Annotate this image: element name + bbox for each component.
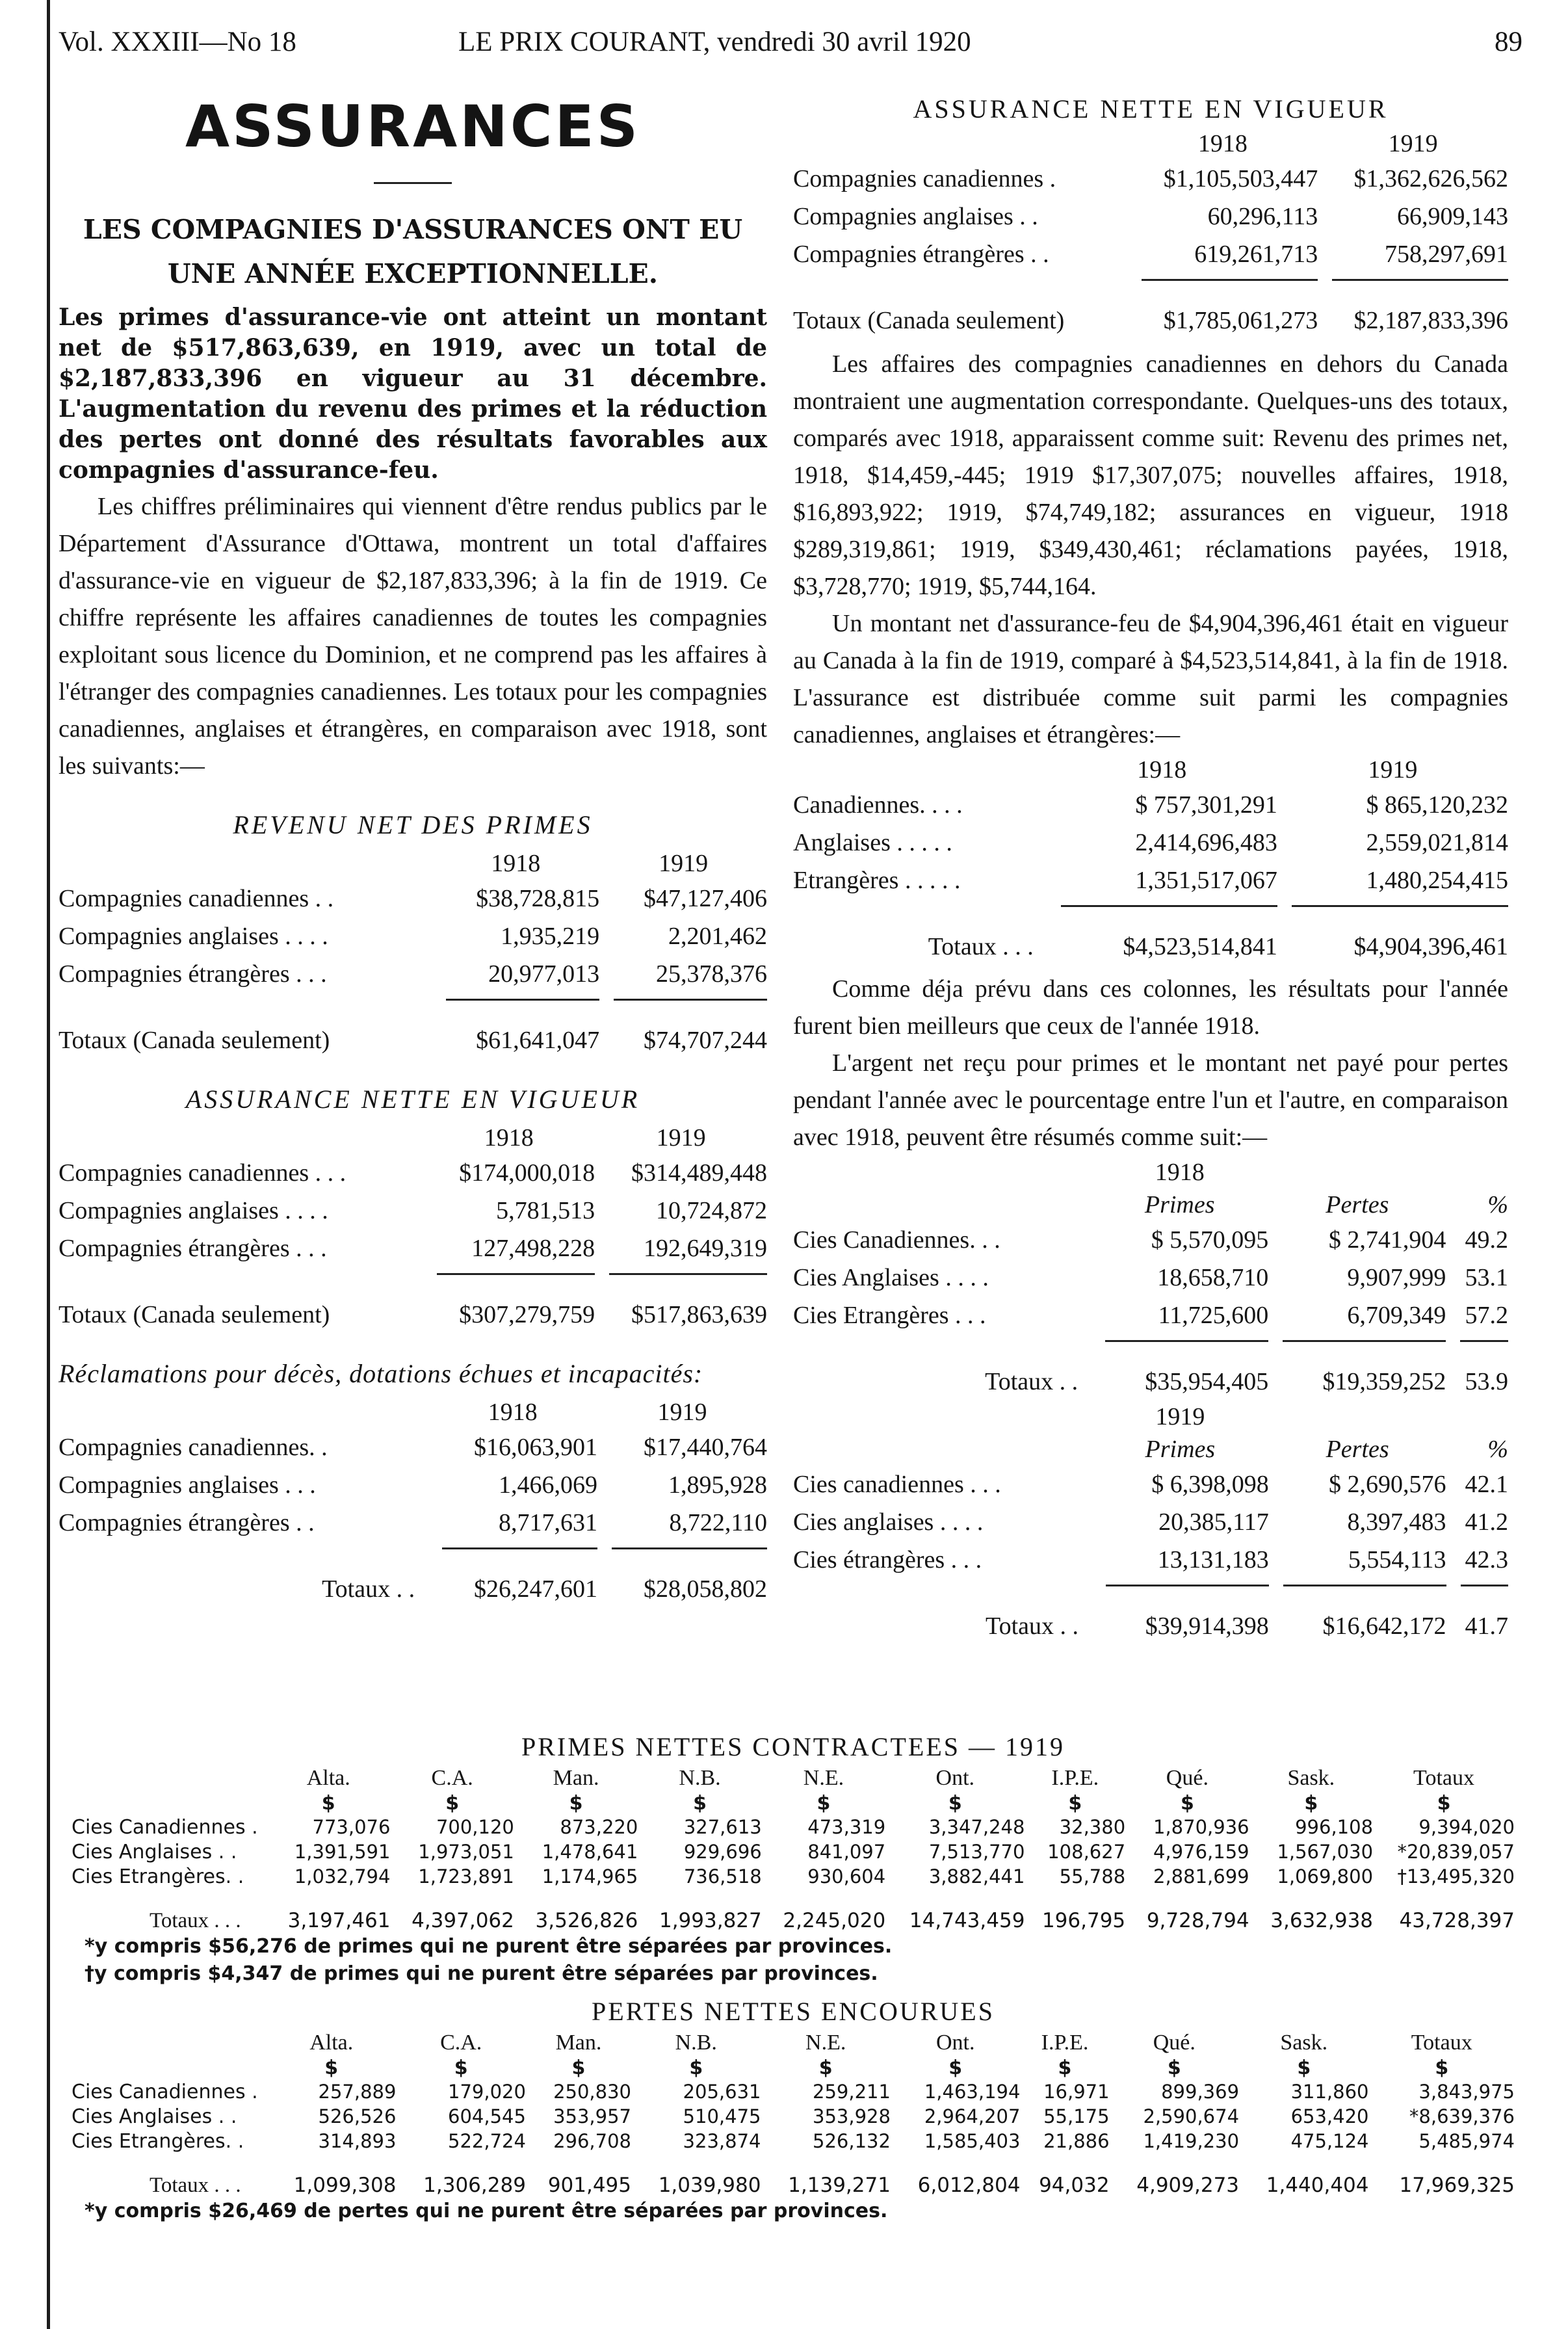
table-row: Compagnies canadiennes . $1,105,503,447 $1,362,626,562: [793, 165, 1508, 192]
totals-row: Totaux . . . $4,523,514,841 $4,904,396,461: [928, 933, 1508, 960]
body-paragraph: Un montant net d'assurance-feu de $4,904,396,461 était en vigueur au Canada à la fin de 1919, comparé à $4,523,514,841, à la fin de 1918. L'assurance est distribuée comme suit parmi les compagnies canadiennes, anglaises et étrangères:—: [793, 610, 1508, 748]
totals-row: Totaux (Canada seulement) $1,785,061,273 $2,187,833,396: [793, 307, 1508, 334]
table-title-pertes-nettes: PERTES NETTES ENCOURUES: [592, 1997, 995, 2026]
year-col: 1919: [1388, 130, 1438, 157]
table-row: Compagnies étrangères . . . 127,498,228 192,649,319: [59, 1235, 767, 1262]
table-assurance-feu: [793, 754, 1508, 966]
year-col: 1919: [1368, 756, 1418, 783]
table-row: Compagnies canadiennes . . . $174,000,018 $314,489,448: [59, 1159, 767, 1187]
table-row: Compagnies anglaises . . 60,296,113 66,909,143: [793, 203, 1508, 230]
table-row: Canadiennes. . . . $ 757,301,291 $ 865,120,232: [793, 791, 1508, 819]
table-row: Cies Etrangères. . 1,032,794 1,723,891 1,174,965 736,518 930,604 3,882,441 55,788 2,881,699 1,069,800 †13,495,320: [72, 1865, 1515, 1888]
table-primes-provinces: Alta. C.A. Man. N.B. N.E. Ont. I.P.E. Qué. Sask. Totaux $ $ $ $ $ $ $ $ $ $ Cies Canadiennes . 773,076 700,120 873,220 327,613 473,319 3,347,248 32,380 1,870,936 996,108 9,394,020 Cies Anglaises . . 1,391,591 1,973,051 1,478,641 929,696 841,097 7,513,770 108,627 4,976,159 1,567,030 *20,839,057 Cies Etrangères. . 1,032,794 1,723,891 1,174,965 736,518 930,604 3,882,441 55,788 2,881,699 1,069,800 †13,495,320 Totaux . . . 3,197,461 4,397,062 3,526,826 1,993,827 2,245,020 14,743,459 196,795 9,728,794 3,632,938 43,728,397: [72, 1766, 1515, 1932]
table-row: Cies Anglaises . . 526,526 604,545 353,957 510,475 353,928 2,964,207 55,175 2,590,674 653,420 *8,639,376: [72, 2105, 1515, 2128]
table-row: Cies Anglaises . . . . 18,658,710 9,907,999 53.1: [793, 1264, 1508, 1291]
table-primes-pertes-1919: 1919 Primes Pertes % Cies canadiennes . . . $ 6,398,098 $ 2,690,576 42.1 Cies anglaises . . . . 20,385,117 8,397,483 41.2 Cies étrangères . . . 13,131,183 5,554,113 42.3 Totaux . . $39,914,398 $16,642,172 41.7: [793, 1401, 1508, 1645]
totals-row: Totaux . . $35,954,405 $19,359,252 53.9: [985, 1368, 1508, 1395]
table-row: Cies étrangères . . . 13,131,183 5,554,113 42.3: [793, 1546, 1508, 1573]
footnote: *y compris $56,276 de primes qui ne purent être séparées par provinces.: [85, 1935, 893, 1958]
table-title-primes-nettes: PRIMES NETTES CONTRACTEES — 1919: [521, 1732, 1065, 1761]
year-caption: 1919: [1155, 1403, 1205, 1430]
year-col: 1919: [657, 1399, 707, 1426]
table-row: Cies Canadiennes . 773,076 700,120 873,220 327,613 473,319 3,347,248 32,380 1,870,936 996,108 9,394,020: [72, 1815, 1515, 1839]
table-row: Cies Canadiennes. . . $ 5,570,095 $ 2,741,904 49.2: [793, 1226, 1508, 1254]
table-row: Compagnies étrangères . . 8,717,631 8,722,110: [59, 1509, 767, 1536]
section-heading: ASSURANCES: [185, 93, 640, 160]
table-reclamations: [59, 1396, 767, 1608]
year-col: 1918: [491, 850, 541, 877]
table-title-assurance-nette: ASSURANCE NETTE EN VIGUEUR: [913, 94, 1389, 124]
table-primes-pertes-1918: 1918 Primes Pertes % Cies Canadiennes. . . $ 5,570,095 $ 2,741,904 49.2 Cies Anglaises . . . . 18,658,710 9,907,999 53.1 Cies Etrangères . . . 11,725,600 6,709,349 57.2 Totaux . . $35,954,405 $19,359,252 53.9: [793, 1156, 1508, 1401]
headline-line-1: LES COMPAGNIES D'ASSURANCES ONT EU: [83, 214, 743, 245]
table-pertes-provinces: Alta. C.A. Man. N.B. N.E. Ont. I.P.E. Qué. Sask. Totaux $ $ $ $ $ $ $ $ $ $ Cies Canadiennes . 257,889 179,020 250,830 205,631 259,211 1,463,194 16,971 899,369 311,860 3,843,975 Cies Anglaises . . 526,526 604,545 353,957 510,475 353,928 2,964,207 55,175 2,590,674 653,420 *8,639,376 Cies Etrangères. . 314,893 522,724 296,708 323,874 526,132 1,585,403 21,886 1,419,230 475,124 5,485,974 Totaux . . . 1,099,308 1,306,289 901,495 1,039,980 1,139,271 6,012,804 94,032 4,909,273 1,440,404 17,969,325: [72, 2031, 1515, 2197]
page-edge-rule: [47, 0, 50, 2329]
page-header: [59, 20, 1522, 72]
volume-number: Vol. XXXIII—No 18: [59, 27, 296, 57]
publication-title: LE PRIX COURANT, vendredi 30 avril 1920: [458, 27, 971, 57]
table-row: Compagnies étrangères . . . 20,977,013 25,378,376: [59, 960, 767, 988]
table-title-assurance: ASSURANCE NETTE EN VIGUEUR: [185, 1085, 640, 1114]
left-column: [59, 91, 767, 1608]
table-row: Compagnies étrangères . . 619,261,713 758,297,691: [793, 241, 1508, 268]
table-row: Cies Anglaises . . 1,391,591 1,973,051 1,478,641 929,696 841,097 7,513,770 108,627 4,976,159 1,567,030 *20,839,057: [72, 1840, 1515, 1863]
year-col: 1919: [659, 850, 709, 877]
table-assurance-nette-total: [793, 127, 1508, 339]
table-row: Cies anglaises . . . . 20,385,117 8,397,483 41.2: [793, 1508, 1508, 1536]
provincial-tables: [72, 1730, 1515, 2225]
totals-row: Totaux . . $26,247,601 $28,058,802: [322, 1575, 767, 1603]
table-row: Compagnies canadiennes. . $16,063,901 $17,440,764: [59, 1434, 767, 1461]
body-paragraph: Comme déja prévu dans ces colonnes, les résultats pour l'année furent bien meilleurs que ceux de l'année 1918.: [793, 975, 1508, 1040]
totals-row: Totaux (Canada seulement) $61,641,047 $74,707,244: [59, 1027, 767, 1054]
table-row: Cies canadiennes . . . $ 6,398,098 $ 2,690,576 42.1: [793, 1471, 1508, 1498]
table-revenu-net: [59, 847, 767, 1059]
body-paragraph: Les affaires des compagnies canadiennes en dehors du Canada montraient une augmentation correspondante. Quelques-uns des totaux, comparés avec 1918, apparaissent comme suit: Revenu des primes net, 1918, $14,459,-445; 1919 $17,307,075; nouvelles affaires, 1918, $16,893,922; 1919, $74,749,182; assurances en vigueur, 1918 $289,319,861; 1919, $349,430,461; réclamations payées, 1918, $3,728,770; 1919, $5,744,164.: [793, 350, 1508, 600]
table-row: Compagnies anglaises . . . 1,466,069 1,895,928: [59, 1471, 767, 1499]
totals-row: Totaux (Canada seulement) $307,279,759 $517,863,639: [59, 1301, 767, 1328]
headline-line-2: UNE ANNÉE EXCEPTIONNELLE.: [167, 258, 659, 289]
table-row: Compagnies anglaises . . . . 5,781,513 10,724,872: [59, 1197, 767, 1224]
year-caption: 1918: [1155, 1159, 1205, 1186]
body-paragraph: L'argent net reçu pour primes et le montant net payé pour pertes pendant l'année avec le pourcentage entre l'un et l'autre, en comparaison avec 1918, peuvent être résumés comme suit:—: [793, 1049, 1508, 1151]
table-row: Etrangères . . . . . 1,351,517,067 1,480,254,415: [793, 867, 1508, 894]
table-assurance-vie: [59, 1122, 767, 1334]
table-row: Cies Etrangères . . . 11,725,600 6,709,349 57.2: [793, 1302, 1508, 1329]
lede-paragraph: Les primes d'assurance-vie ont atteint un montant net de $517,863,639, en 1919, avec un total de $2,187,833,396 en vigueur au 31 décembre. L'augmentation du revenu des primes et la réduction des pertes ont donné des résultats favorables aux compagnies d'assurance-feu.: [59, 304, 767, 484]
footnote: †y compris $4,347 de primes qui ne purent être séparées par provinces.: [85, 1962, 878, 1985]
table-row: Cies Canadiennes . 257,889 179,020 250,830 205,631 259,211 1,463,194 16,971 899,369 311,860 3,843,975: [72, 2080, 1515, 2103]
table-row: Cies Etrangères. . 314,893 522,724 296,708 323,874 526,132 1,585,403 21,886 1,419,230 475,124 5,485,974: [72, 2129, 1515, 2153]
footnote: *y compris $26,469 de pertes qui ne purent être séparées par provinces.: [85, 2200, 888, 2222]
table-row: Anglaises . . . . . 2,414,696,483 2,559,021,814: [793, 829, 1508, 856]
totals-row: Totaux . . $39,914,398 $16,642,172 41.7: [986, 1612, 1508, 1640]
year-col: 1918: [1197, 130, 1248, 157]
title-rule: [374, 182, 452, 184]
right-column: [793, 91, 1508, 1645]
body-paragraph: Les chiffres préliminaires qui viennent d'être rendus publics par le Département d'Assurance d'Ottawa, montrent un total d'affaires d'assurance-vie en vigueur de $2,187,833,396; à la fin de 1919. Ce chiffre représente les affaires canadiennes de toutes les compagnies exploitant sous licence du Dominion, et ne comprend pas les affaires à l'étranger des compagnies canadiennes. Les totaux pour les compagnies canadiennes, anglaises et étrangères, en comparaison avec 1918, sont les suivants:—: [59, 493, 767, 780]
totals-row: Totaux . . . 3,197,461 4,397,062 3,526,826 1,993,827 2,245,020 14,743,459 196,795 9,728,794 3,632,938 43,728,397: [150, 1908, 1515, 1932]
table-title-reclamations: Réclamations pour décès, dotations échues et incapacités:: [59, 1359, 703, 1388]
year-col: 1918: [1137, 756, 1187, 783]
table-row: Compagnies anglaises . . . . 1,935,219 2,201,462: [59, 923, 767, 950]
table-row: Compagnies canadiennes . . $38,728,815 $47,127,406: [59, 885, 767, 912]
year-col: 1918: [484, 1124, 534, 1151]
year-col: 1918: [488, 1399, 538, 1426]
page-number: 89: [1495, 27, 1522, 57]
year-col: 1919: [656, 1124, 706, 1151]
totals-row: Totaux . . . 1,099,308 1,306,289 901,495 1,039,980 1,139,271 6,012,804 94,032 4,909,273 1,440,404 17,969,325: [150, 2173, 1515, 2197]
table-title-revenu: REVENU NET DES PRIMES: [233, 810, 593, 839]
